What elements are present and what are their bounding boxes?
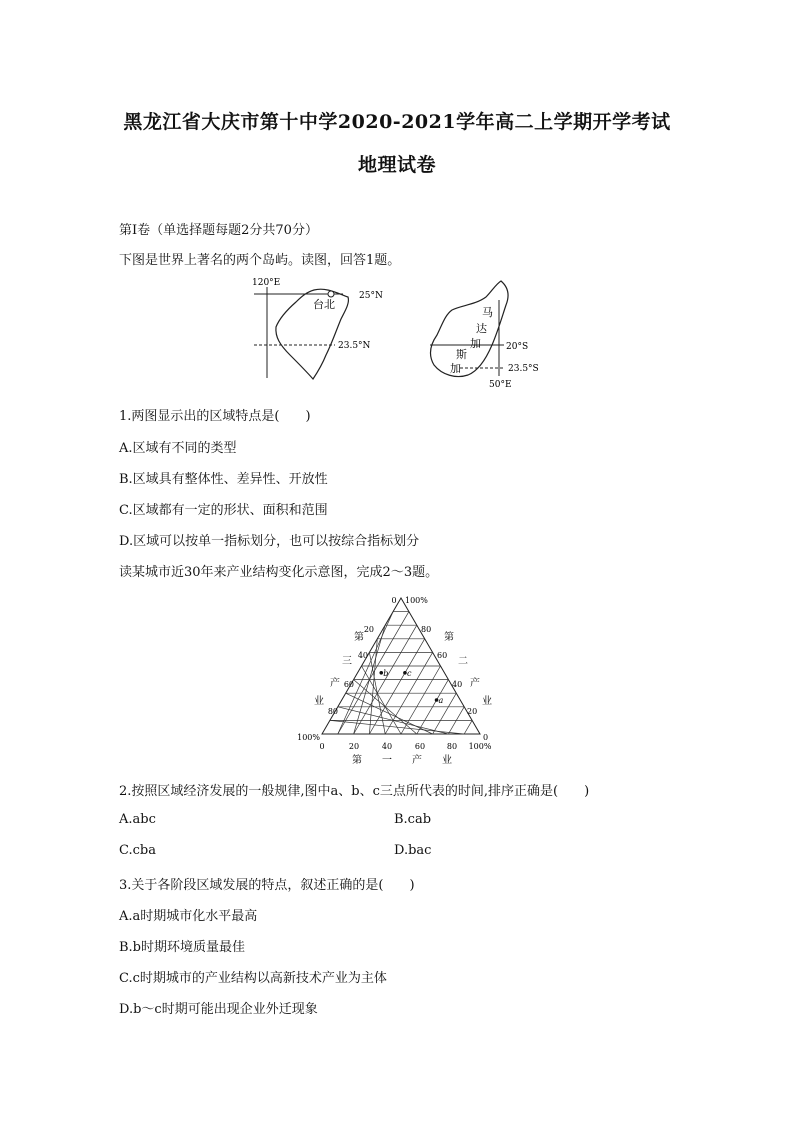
right-label-char-3: 产 [470, 678, 480, 689]
madagascar-char-5: 加 [450, 362, 461, 375]
q2-option-a: A.abc [119, 812, 156, 827]
right-label-char-4: 业 [482, 696, 492, 707]
bottom-tick-0: 0 [319, 742, 325, 751]
taiwan-map [252, 278, 383, 379]
right-tick-40: 40 [452, 680, 463, 689]
bottom-label-char-1: 第 [352, 755, 362, 766]
left-label-char-1: 第 [354, 632, 364, 643]
madagascar-char-4: 斯 [456, 348, 467, 361]
left-tick-40: 40 [357, 651, 368, 660]
grid-line [464, 720, 472, 734]
paper-subtitle: 地理试卷 [357, 154, 436, 176]
bottom-label-char-2: 一 [382, 755, 392, 766]
left-corner-label: 100% [297, 733, 320, 742]
q2-option-d: D.bac [394, 843, 432, 858]
q1-option-d: D.区域可以按单一指标划分，也可以按综合指标划分 [119, 534, 420, 549]
apex-pct-label: 100% [405, 596, 428, 605]
point-label-c: c [406, 668, 412, 678]
left-label-char-3: 产 [330, 678, 340, 689]
bottom-tick-100: 100% [468, 742, 492, 751]
intro-text-2: 读某城市近30年来产业结构变化示意图，完成2～3题。 [119, 565, 439, 580]
q1-stem: 1.两图显示出的区域特点是( ) [119, 409, 311, 424]
madagascar-lat-bottom-label: 23.5°S [508, 364, 539, 374]
point-label-b: b [383, 668, 389, 678]
left-tick-60: 60 [343, 680, 354, 689]
bottom-tick-20: 20 [348, 742, 360, 751]
taiwan-lat-bottom-label: 23.5°N [338, 341, 371, 351]
section-heading: 第Ⅰ卷（单选择题每题2分共70分） [119, 223, 318, 238]
right-tick-60: 60 [437, 651, 448, 660]
bottom-label-char-4: 业 [442, 755, 452, 766]
bottom-label-char-3: 产 [412, 755, 422, 766]
left-tick-20: 20 [363, 625, 374, 634]
bottom-tick-60: 60 [414, 742, 426, 751]
ternary-diagram [290, 588, 500, 768]
right-corner-label: 0 [483, 733, 489, 742]
madagascar-map [430, 281, 539, 390]
q2-option-c: C.cba [119, 843, 156, 858]
grid-line [362, 666, 402, 734]
right-label-char-2: 二 [458, 656, 468, 667]
madagascar-lat-top-label: 20°S [506, 342, 529, 352]
madagascar-char-1: 马 [482, 306, 493, 319]
taipei-label: 台北 [313, 298, 335, 311]
right-label-char-1: 第 [444, 632, 454, 643]
grid-line [330, 720, 464, 734]
q3-option-a: A.a时期城市化水平最高 [119, 909, 258, 924]
bottom-tick-40: 40 [381, 742, 393, 751]
left-label-char-2: 三 [342, 656, 352, 667]
q2-option-b: B.cab [394, 812, 432, 827]
q3-option-c: C.c时期城市的产业结构以高新技术产业为主体 [119, 971, 387, 986]
taiwan-lat-top-label: 25°N [359, 291, 383, 301]
q1-option-b: B.区域具有整体性、差异性、开放性 [119, 472, 328, 487]
paper-title: 黑龙江省大庆市第十中学2020-2021学年高二上学期开学考试 [123, 111, 671, 133]
q3-option-d: D.b～c时期可能出现企业外迁现象 [119, 1002, 318, 1017]
madagascar-char-3: 加 [470, 337, 481, 350]
right-tick-20: 20 [467, 707, 478, 716]
left-label-char-4: 业 [314, 696, 324, 707]
apex-zero-label: 0 [391, 596, 397, 605]
left-tick-80: 80 [327, 707, 338, 716]
bottom-tick-80: 80 [446, 742, 458, 751]
taiwan-lon-label: 120°E [252, 278, 281, 288]
q3-option-b: B.b时期环境质量最佳 [119, 940, 246, 955]
madagascar-lon-label: 50°E [489, 380, 512, 390]
q3-stem: 3.关于各阶段区域发展的特点，叙述正确的是( ) [119, 878, 415, 893]
right-tick-80: 80 [421, 625, 432, 634]
intro-text-1: 下图是世界上著名的两个岛屿。读图，回答1题。 [119, 253, 401, 268]
q1-option-c: C.区域都有一定的形状、面积和范围 [119, 503, 328, 518]
point-label-a: a [438, 696, 444, 705]
grid-line [369, 639, 424, 734]
q2-stem: 2.按照区域经济发展的一般规律,图中a、b、c三点所代表的时间,排序正确是( ) [119, 784, 590, 799]
island-map-figure [240, 275, 560, 393]
q1-option-a: A.区域有不同的类型 [119, 441, 237, 456]
madagascar-char-2: 达 [476, 322, 487, 335]
